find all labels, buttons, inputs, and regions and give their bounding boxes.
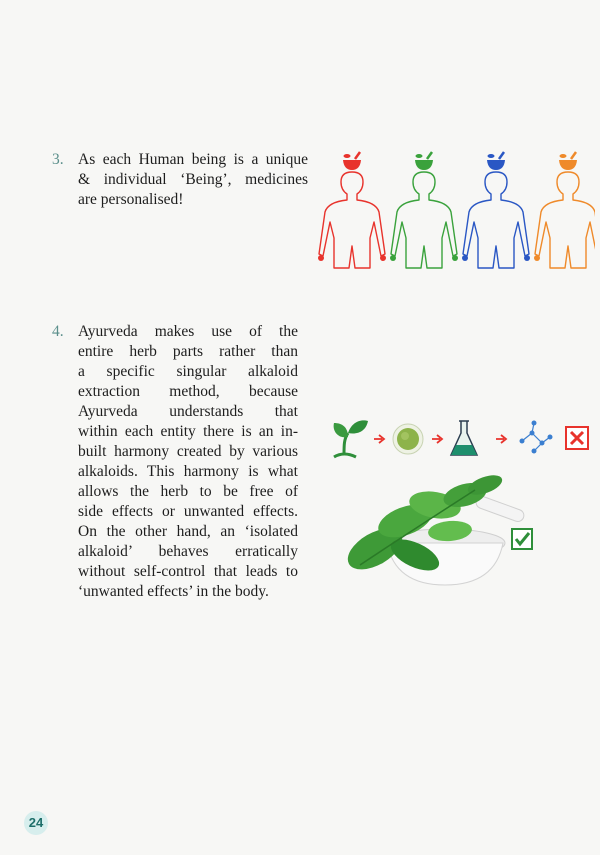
mortar-pestle-icon bbox=[415, 152, 433, 170]
page-number: 24 bbox=[24, 811, 48, 835]
hand-mark bbox=[318, 255, 324, 261]
arrow-icon bbox=[374, 435, 384, 443]
molecule-icon bbox=[520, 421, 553, 454]
hand-mark bbox=[390, 255, 396, 261]
text-line: & individual ‘Being’, medicines bbox=[78, 171, 308, 188]
arrow-icon bbox=[432, 435, 442, 443]
list-item-text bbox=[78, 322, 298, 602]
mortar-pestle-icon bbox=[559, 152, 577, 170]
human-figure bbox=[534, 152, 595, 268]
human-figure bbox=[462, 152, 530, 268]
text-line: allows the herb to be free of bbox=[78, 483, 298, 500]
cross-box-icon bbox=[566, 427, 588, 449]
extraction-process-illustration bbox=[330, 415, 592, 465]
hand-mark bbox=[534, 255, 540, 261]
human-outline bbox=[319, 172, 385, 268]
text-line: Ayurveda understands that bbox=[78, 403, 298, 420]
text-line: extraction method, because bbox=[78, 383, 298, 400]
text-line: without self-control that leads to bbox=[78, 563, 298, 580]
list-number: 4. bbox=[52, 323, 64, 340]
text-line: On the other hand, an ‘isolated bbox=[78, 523, 298, 540]
text-line: a specific singular alkaloid bbox=[78, 363, 298, 380]
personalised-humans-illustration bbox=[305, 150, 595, 280]
text-line: Ayurveda makes use of the bbox=[78, 323, 298, 340]
powder-icon bbox=[393, 424, 423, 454]
mortar-pestle-icon bbox=[343, 152, 361, 170]
text-line: entire herb parts rather than bbox=[78, 343, 298, 360]
text-line: within each entity there is an in- bbox=[78, 423, 298, 440]
text-line: ‘unwanted effects’ in the body. bbox=[78, 583, 269, 600]
mortar-pestle-icon bbox=[487, 152, 505, 170]
hand-mark bbox=[524, 255, 530, 261]
text-line: alkaloid’ behaves erratically bbox=[78, 543, 298, 560]
hand-mark bbox=[380, 255, 386, 261]
text-line: As each Human being is a unique bbox=[78, 151, 308, 168]
text-line: side effects or unwanted effects. bbox=[78, 503, 298, 520]
hand-mark bbox=[462, 255, 468, 261]
human-outline bbox=[535, 172, 595, 268]
sprout-icon bbox=[334, 420, 368, 457]
human-figure bbox=[318, 152, 386, 268]
text-line: alkaloids. This harmony is what bbox=[78, 463, 298, 480]
human-outline bbox=[463, 172, 529, 268]
list-number: 3. bbox=[52, 151, 64, 168]
human-figure bbox=[390, 152, 458, 268]
list-item-text bbox=[78, 150, 308, 210]
arrow-icon bbox=[496, 435, 506, 443]
human-outline bbox=[391, 172, 457, 268]
hand-mark bbox=[452, 255, 458, 261]
flask-icon bbox=[451, 421, 477, 455]
text-line: are personalised! bbox=[78, 191, 184, 208]
text-line: built harmony created by various bbox=[78, 443, 298, 460]
check-box-icon bbox=[510, 527, 534, 551]
